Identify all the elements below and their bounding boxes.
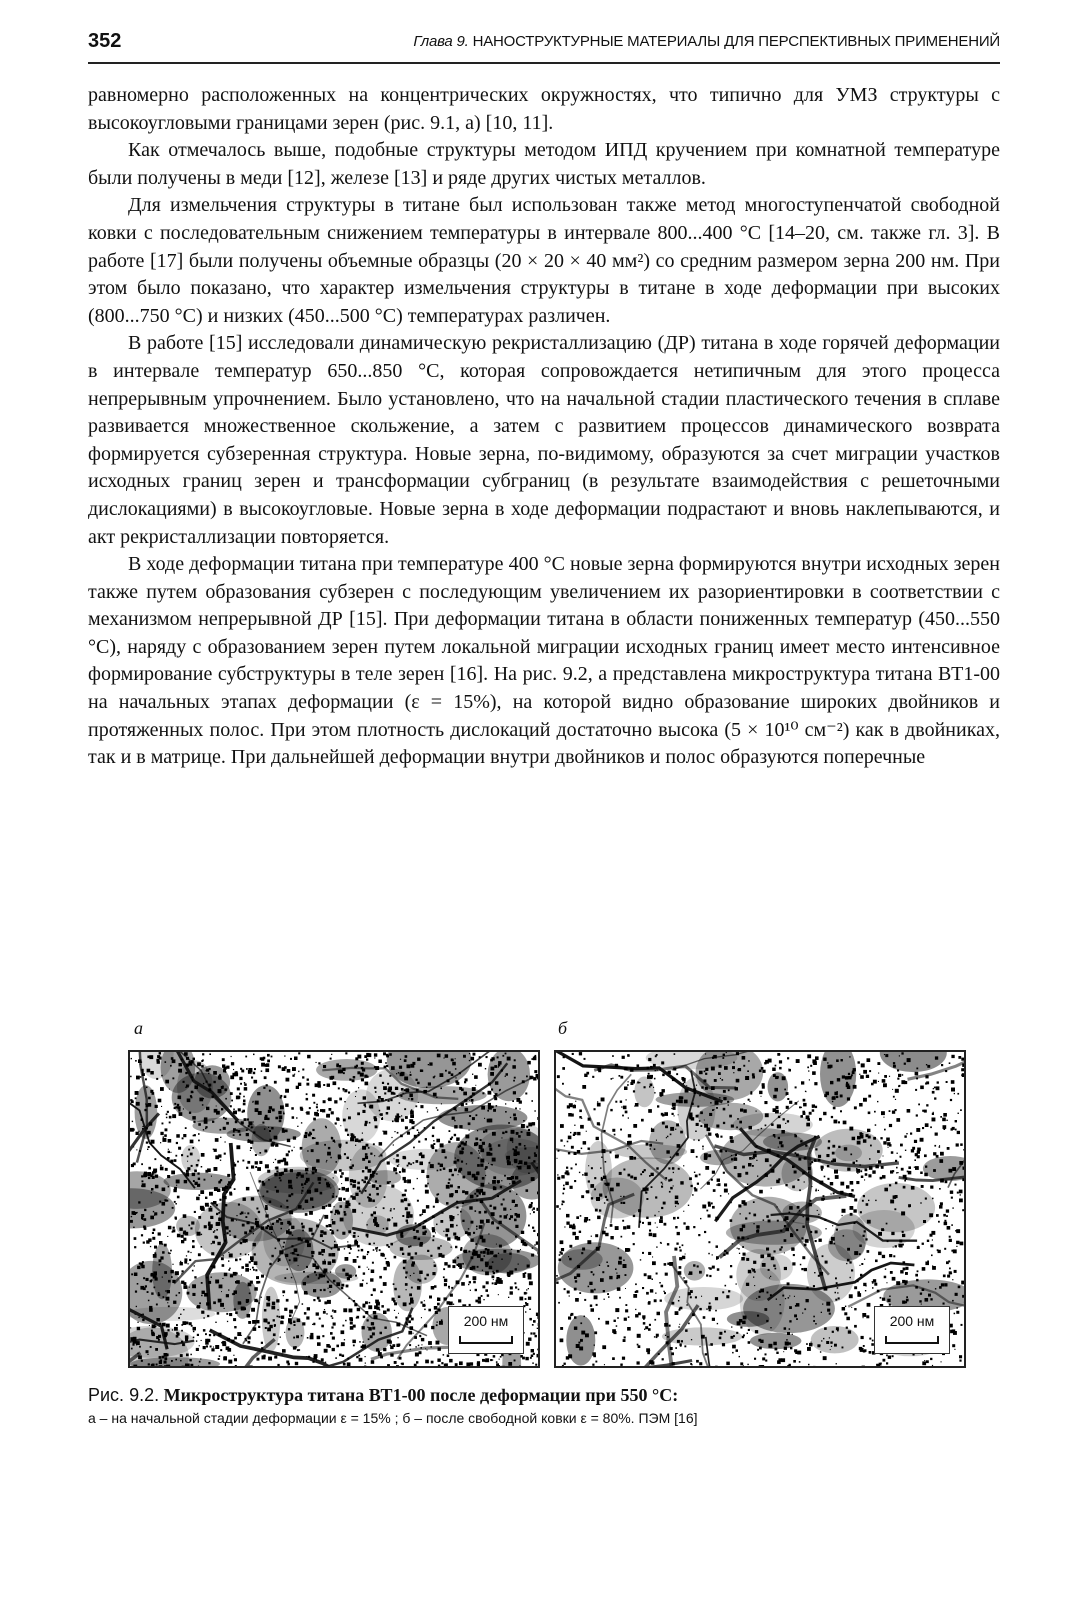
panel-b-label: б [558, 1018, 568, 1038]
caption-detail: а – на начальной стадии деформации ε = 15% ; б – после свободной ковки ε = 80%. ПЭМ [16] [88, 1410, 698, 1426]
micrograph-a [128, 1050, 540, 1368]
micrograph-b [554, 1050, 966, 1368]
paragraph: Для измельчения структуры в титане был использован также метод многоступенчатой свободной ковки с последовательным снижением температуры в интервале 800...400 °C [14–20, см. также гл. 3]. В работе [17] были получены объемные образцы (20 × 20 × 40 мм²) со средним размером зерна 200 нм. При этом было показано, что характер измельчения структуры в титане в ходе деформации при высоких (800...750 °C) и низких (450...500 °C) температурах различен. [88, 194, 1000, 327]
chapter-title: НАНОСТРУКТУРНЫЕ МАТЕРИАЛЫ ДЛЯ ПЕРСПЕКТИВНЫХ ПРИМЕНЕНИЙ [472, 33, 1000, 50]
running-title [413, 33, 1000, 50]
paragraph: В работе [15] исследовали динамическую рекристаллизацию (ДР) титана в ходе горячей деформации в интервале температур 650...850 °C, которая сопровождается нетипичным для этого процесса непрерывным упрочнением. Было установлено, что на начальной стадии пластического течения в сплаве развивается множественное скольжение, а затем с развитием процессов динамического возврата формируется субзеренная структура. Новые зерна, по-видимому, образуются за счет миграции участков исходных границ зерен и трансформации субграниц (в результате взаимодействия с решеточными дислокациями) в высокоугловые. Новые зерна в ходе деформации подрастают и вновь наклепываются, и акт рекристаллизации повторяется. [88, 332, 1000, 548]
page-number: 352 [88, 30, 122, 52]
panel-a-label: а [134, 1018, 143, 1038]
caption-title: Микроструктура титана ВТ1-00 после деформации при 550 °C: [163, 1385, 679, 1405]
body-text [88, 82, 1000, 772]
chapter-label: Глава 9. [413, 33, 469, 50]
caption-prefix: Рис. 9.2. [88, 1385, 160, 1405]
figure-caption [88, 1383, 1000, 1429]
scale-bar-a: 200 нм [448, 1306, 524, 1354]
running-header [88, 28, 1000, 64]
paragraph: В ходе деформации титана при температуре 400 °C новые зерна формируются внутри исходных зерен также путем образования субзерен с последующим увеличением их разориентировки в соответствии с механизмом непрерывной ДР [15]. При деформации титана в области пониженных температур (450...550 °C), наряду с образованием зерен путем локальной миграции исходных границ имеет место интенсивное формирование субструктуры в теле зерен [16]. На рис. 9.2, а представлена микроструктура титана ВТ1-00 на начальных этапах деформации (ε = 15%), на которой видно образование широких двойников и протяженных полос. При этом плотность дислокаций достаточно высока (5 × 10¹⁰ см⁻²) как в двойниках, так и в матрице. При дальнейшей деформации внутри двойников и полос образуются поперечные [88, 553, 1000, 769]
paragraph: равномерно расположенных на концентрических окружностях, что типично для УМЗ структуры с высокоугловыми границами зерен (рис. 9.1, а) [10, 11]. [88, 84, 1000, 134]
paragraph: Как отмечалось выше, подобные структуры методом ИПД кручением при комнатной температуре были получены в меди [12], железе [13] и ряде других чистых металлов. [88, 139, 1000, 189]
scale-bar-b: 200 нм [874, 1306, 950, 1354]
